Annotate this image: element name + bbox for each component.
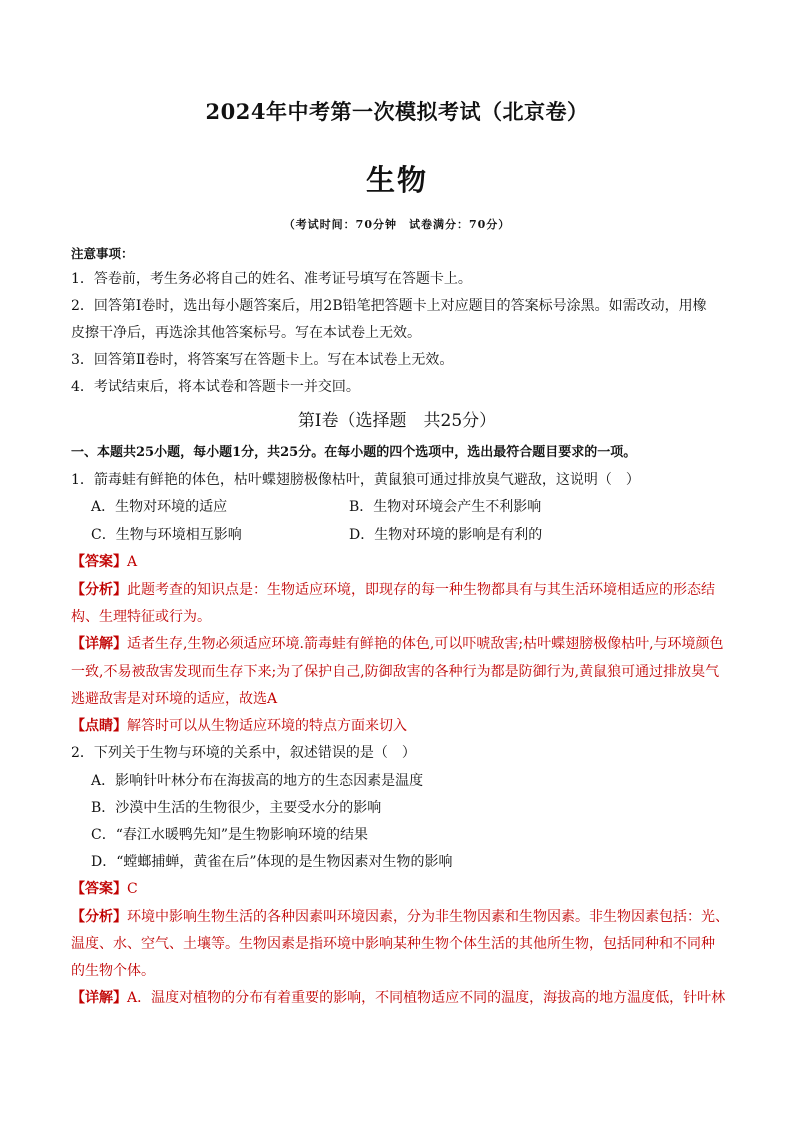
q1-detail-line-2: 一致,不易被敌害发现而生存下来;为了保护自己,防御敌害的各种行为都是防御行为,黄鼠狼可通过排放臭气 [71,664,720,680]
answer-tag: 【答案】 [71,881,127,897]
notice-item-4: 4．考试结束后，将本试卷和答题卡一并交回。 [71,379,360,395]
q1-answer-line [71,552,137,572]
notice-heading: 注意事项： [71,246,134,261]
q2-analysis-text: 环境中影响生物生活的各种因素叫环境因素，分为非生物因素和生物因素。非生物因素包括：光、 [127,909,729,925]
exam-title: 2024年中考第一次模拟考试（北京卷） [205,99,589,124]
q1-option-b: B．生物对环境会产生不利影响 [349,499,542,515]
q1-option-a: A．生物对环境的适应 [91,499,228,515]
q1-option-d: D．生物对环境的影响是有利的 [349,527,543,543]
detail-tag: 【详解】 [71,990,127,1006]
q1-option-c: C．生物与环境相互影响 [91,527,242,543]
analysis-tag: 【分析】 [71,582,127,598]
q2-detail-line-1 [71,988,725,1008]
q2-detail-text: A．温度对植物的分布有着重要的影响，不同植物适应不同的温度，海拔高的地方温度低，针叶林 [127,990,726,1006]
q2-answer: C [127,881,138,897]
exam-info: （考试时间：70分钟 试卷满分：70分） [283,218,511,231]
q2-option-c: C．“春江水暖鸭先知”是生物影响环境的结果 [91,827,369,843]
notice-item-1: 1．答卷前，考生务必将自己的姓名、准考证号填写在答题卡上。 [71,271,472,287]
subject-title: 生物 [365,163,428,197]
q1-analysis-line-2: 构、生理特征或行为。 [71,609,211,625]
analysis-tag: 【分析】 [71,909,127,925]
tip-tag: 【点睛】 [71,718,127,734]
q2-answer-line [71,879,138,899]
q2-analysis-line-1 [71,907,729,927]
q2-option-d: D．“螳螂捕蝉，黄雀在后”体现的是生物因素对生物的影响 [91,854,453,870]
section-title: 第Ⅰ卷（选择题 共25分） [297,411,497,431]
q1-detail-line-3: 逃避敌害是对环境的适应，故选A [71,691,278,707]
q2-stem: 2．下列关于生物与环境的关系中，叙述错误的是（ ） [71,745,416,761]
q1-analysis-text: 此题考查的知识点是：生物适应环境，即现存的每一种生物都具有与其生活环境相适应的形态结 [127,582,715,598]
q1-stem: 1．箭毒蛙有鲜艳的体色，枯叶蝶翅膀极像枯叶，黄鼠狼可通过排放臭气避敌，这说明（ ） [71,472,640,488]
notice-item-2-line-2: 皮擦干净后，再选涂其他答案标号。写在本试卷上无效。 [71,325,421,341]
notice-item-3: 3．回答第Ⅱ卷时，将答案写在答题卡上。写在本试卷上无效。 [71,352,454,368]
q2-analysis-line-3: 的生物个体。 [71,963,155,979]
notice-item-2-line-1: 2．回答第Ⅰ卷时，选出每小题答案后，用2B铅笔把答题卡上对应题目的答案标号涂黑。如需改动，用橡 [71,298,707,314]
q2-option-b: B．沙漠中生活的生物很少，主要受水分的影响 [91,800,382,816]
section-instruction: 一、本题共25小题，每小题1分，共25分。在每小题的四个选项中，选出最符合题目要求的一项。 [71,445,637,460]
detail-tag: 【详解】 [71,636,127,652]
q1-tip-text: 解答时可以从生物适应环境的特点方面来切入 [127,718,407,734]
q1-analysis-line-1 [71,580,715,600]
q2-analysis-line-2: 温度、水、空气、土壤等。生物因素是指环境中影响某种生物个体生活的其他所生物，包括同种和不同种 [71,936,715,952]
q1-detail-line-1 [71,634,724,654]
q1-detail-text: 适者生存,生物必须适应环境.箭毒蛙有鲜艳的体色,可以吓唬敌害;枯叶蝶翅膀极像枯叶,与环境颜色 [127,636,724,652]
q2-option-a: A．影响针叶林分布在海拔高的地方的生态因素是温度 [91,773,424,789]
answer-tag: 【答案】 [71,554,127,570]
q1-tip-line [71,716,407,736]
q1-answer: A [127,554,138,570]
